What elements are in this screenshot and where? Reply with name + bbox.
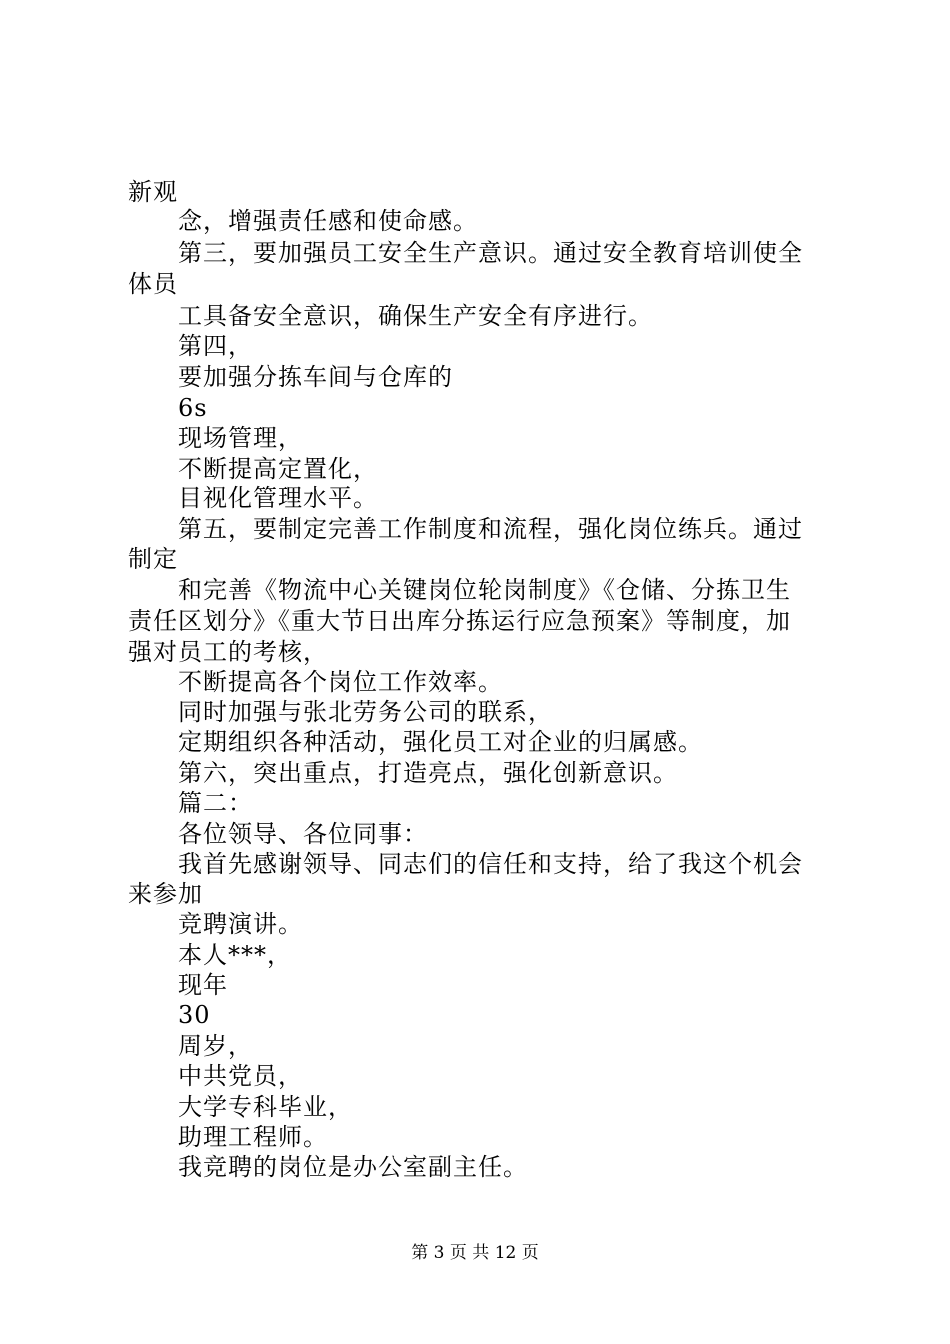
text-line: 不断提高定置化， (178, 455, 378, 483)
text-line: 新观 (128, 178, 178, 206)
text-line: 工具备安全意识，确保生产安全有序进行。 (178, 302, 653, 330)
text-line: 定期组织各种活动，强化员工对企业的归属感。 (178, 728, 703, 756)
text-line: 来参加 (128, 880, 203, 908)
text-line: 助理工程师。 (178, 1123, 328, 1151)
text-line: 大学专科毕业， (178, 1093, 353, 1121)
text-line: 第四， (178, 332, 253, 360)
text-line: 和完善《物流中心关键岗位轮岗制度》《仓储、分拣卫生 (178, 576, 791, 604)
text-line: 制定 (128, 545, 178, 573)
text-line: 要加强分拣车间与仓库的 (178, 363, 453, 391)
text-line: 各位领导、各位同事： (178, 820, 428, 848)
text-line: 中共党员， (178, 1062, 303, 1090)
text-line: 第三，要加强员工安全生产意识。通过安全教育培训使全 (178, 239, 803, 267)
text-line: 我首先感谢领导、同志们的信任和支持，给了我这个机会 (178, 850, 803, 878)
text-line: 现年 (178, 971, 228, 999)
text-line: 我竞聘的岗位是办公室副主任。 (178, 1153, 528, 1181)
text-line: 念，增强责任感和使命感。 (178, 207, 478, 235)
text-line: 30 (178, 1001, 211, 1029)
text-line: 强对员工的考核， (128, 638, 328, 666)
text-line: 不断提高各个岗位工作效率。 (178, 668, 503, 696)
text-line: 体员 (128, 270, 178, 298)
text-line: 周岁， (178, 1032, 253, 1060)
text-line: 本人***， (178, 941, 292, 969)
text-line: 同时加强与张北劳务公司的联系， (178, 698, 553, 726)
text-line: 6s (178, 394, 208, 422)
text-line: 目视化管理水平。 (178, 484, 378, 512)
text-line: 责任区划分》《重大节日出库分拣运行应急预案》等制度，加 (128, 607, 791, 635)
page-number-footer: 第 3 页 共 12 页 (411, 1243, 539, 1263)
text-line: 第六，突出重点，打造亮点，强化创新意识。 (178, 759, 678, 787)
text-line: 第五，要制定完善工作制度和流程，强化岗位练兵。通过 (178, 515, 803, 543)
text-line: 现场管理， (178, 424, 303, 452)
text-line: 竞聘演讲。 (178, 910, 303, 938)
text-line: 篇二： (178, 789, 253, 817)
